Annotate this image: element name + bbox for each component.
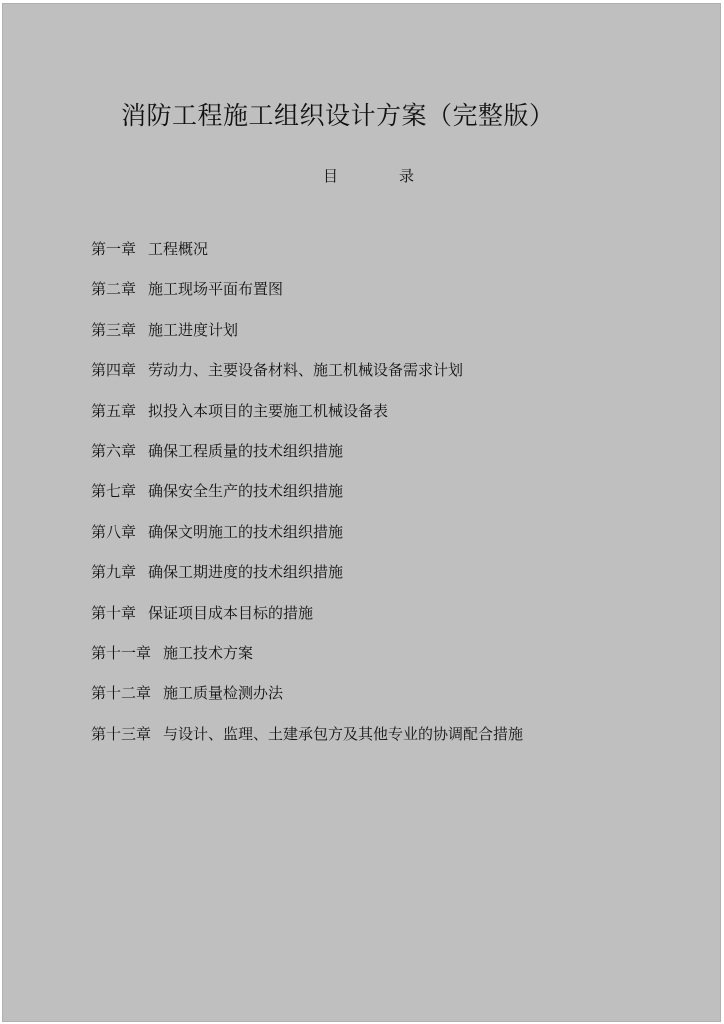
chapter-number: 第十章 (91, 603, 137, 622)
chapter-title: 施工现场平面布置图 (148, 280, 284, 299)
chapter-title: 施工进度计划 (148, 320, 239, 339)
toc-item (91, 359, 523, 399)
toc-item (91, 400, 523, 440)
chapter-number: 第五章 (91, 401, 137, 420)
toc-item (91, 480, 523, 520)
toc-item (91, 682, 523, 722)
toc-item (91, 642, 523, 682)
chapter-title: 工程概况 (148, 240, 209, 258)
toc-item (91, 440, 523, 480)
chapter-title: 确保文明施工的技术组织措施 (148, 522, 344, 541)
chapter-number: 第十三章 (91, 724, 152, 743)
chapter-number: 第十二章 (91, 684, 152, 703)
toc-item (91, 319, 523, 359)
chapter-number: 第三章 (91, 320, 137, 339)
toc-item (91, 561, 523, 601)
toc-item (91, 723, 523, 763)
toc-item (91, 278, 523, 318)
chapter-number: 第四章 (91, 361, 137, 380)
chapter-title: 施工技术方案 (163, 643, 254, 662)
chapter-number: 第九章 (91, 563, 137, 582)
chapter-number: 第十一章 (91, 643, 152, 662)
toc-item (91, 238, 523, 278)
chapter-title: 施工质量检测办法 (163, 684, 284, 703)
chapter-title: 确保工期进度的技术组织措施 (148, 563, 344, 582)
chapter-title: 劳动力、主要设备材料、施工机械设备需求计划 (148, 361, 464, 380)
toc-item (91, 602, 523, 642)
toc-item (91, 521, 523, 561)
chapter-title: 确保工程质量的技术组织措施 (148, 441, 344, 460)
toc-list (91, 238, 523, 763)
toc-heading (3, 165, 722, 185)
chapter-title: 拟投入本项目的主要施工机械设备表 (148, 401, 389, 420)
chapter-number: 第六章 (91, 441, 137, 460)
chapter-number: 第七章 (91, 482, 137, 501)
chapter-number: 第一章 (91, 240, 137, 258)
chapter-number: 第八章 (91, 522, 137, 541)
document-page (2, 3, 721, 1022)
toc-heading-right: 录 (399, 167, 415, 185)
chapter-title: 确保安全生产的技术组织措施 (148, 482, 344, 501)
chapter-title: 保证项目成本目标的措施 (148, 603, 314, 622)
chapter-title: 与设计、监理、土建承包方及其他专业的协调配合措施 (163, 724, 524, 743)
toc-heading-left: 目 (323, 167, 339, 185)
document-title: 消防工程施工组织设计方案（完整版） (121, 101, 555, 130)
chapter-number: 第二章 (91, 280, 137, 299)
